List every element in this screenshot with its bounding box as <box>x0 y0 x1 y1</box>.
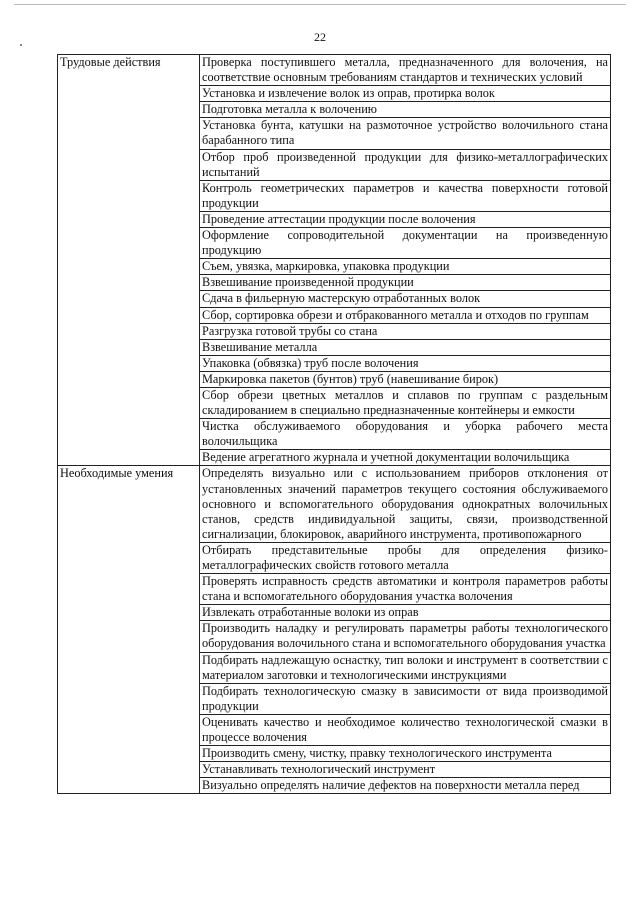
table-cell-item: Подбирать технологическую смазку в зависимости от вида производимой продукции <box>200 683 611 714</box>
table-cell-item: Упаковка (обвязка) труб после волочения <box>200 355 611 371</box>
table-cell-item: Определять визуально или с использованием приборов отклонения от установленных значений параметров текущего состояния обслуживаемого основного и вспомогательного оборудования однократных волочильных станов, средств индивидуальной защиты, связи, производственной сигнализации, блокировок, аварийного инструмента, противопожарного <box>200 466 611 542</box>
table-cell-item: Взвешивание металла <box>200 339 611 355</box>
table-cell-item: Визуально определять наличие дефектов на поверхности металла перед <box>200 778 611 794</box>
table-cell-item: Подбирать надлежащую оснастку, тип волоки и инструмент в соответствии с материалом заготовки и технологическими инструкциями <box>200 652 611 683</box>
table-cell-item: Съем, увязка, маркировка, упаковка продукции <box>200 259 611 275</box>
table-cell-item: Подготовка металла к волочению <box>200 102 611 118</box>
table-cell-item: Проведение аттестации продукции после волочения <box>200 211 611 227</box>
section-label: Трудовые действия <box>58 55 200 466</box>
section-label: Необходимые умения <box>58 466 200 794</box>
table-cell-item: Проверять исправность средств автоматики и контроля параметров работы стана и вспомогательного оборудования участка волочения <box>200 574 611 605</box>
page-number: 22 <box>314 30 326 44</box>
table-cell-item: Отбирать представительные пробы для определения физико-металлографических свойств готового металла <box>200 542 611 573</box>
table-cell-item: Контроль геометрических параметров и качества поверхности готовой продукции <box>200 180 611 211</box>
table-cell-item: Установка и извлечение волок из оправ, протирка волок <box>200 86 611 102</box>
scan-mark <box>20 44 22 46</box>
table-cell-item: Сдача в фильерную мастерскую отработанных волок <box>200 291 611 307</box>
table-cell-item: Устанавливать технологический инструмент <box>200 762 611 778</box>
table-cell-item: Разгрузка готовой трубы со стана <box>200 323 611 339</box>
table-cell-item: Маркировка пакетов (бунтов) труб (навешивание бирок) <box>200 371 611 387</box>
table-cell-item: Проверка поступившего металла, предназначенного для волочения, на соответствие основным требованиям стандартов и технических условий <box>200 55 611 86</box>
table-cell-item: Извлекать отработанные волоки из оправ <box>200 605 611 621</box>
table-cell-item: Производить смену, чистку, правку технологического инструмента <box>200 746 611 762</box>
table-row <box>58 55 611 86</box>
table-cell-item: Чистка обслуживаемого оборудования и уборка рабочего места волочильщика <box>200 419 611 450</box>
table-cell-item: Отбор проб произведенной продукции для физико-металлографических испытаний <box>200 149 611 180</box>
table-row <box>58 466 611 542</box>
table-cell-item: Производить наладку и регулировать параметры работы технологического оборудования волочильного стана и вспомогательного оборудования участка <box>200 621 611 652</box>
table-cell-item: Сбор, сортировка обрези и отбракованного металла и отходов по группам <box>200 307 611 323</box>
table-cell-item: Оценивать качество и необходимое количество технологической смазки в процессе волочения <box>200 714 611 745</box>
table-cell-item: Установка бунта, катушки на размоточное устройство волочильного стана барабанного типа <box>200 118 611 149</box>
table-cell-item: Ведение агрегатного журнала и учетной документации волочильщика <box>200 450 611 466</box>
table-cell-item: Оформление сопроводительной документации на произведенную продукцию <box>200 228 611 259</box>
table-cell-item: Взвешивание произведенной продукции <box>200 275 611 291</box>
table-body <box>58 55 611 794</box>
competency-table <box>57 54 611 794</box>
table-cell-item: Сбор обрези цветных металлов и сплавов по группам с раздельным складированием в специально предназначенные контейнеры и емкости <box>200 387 611 418</box>
top-rule <box>14 4 626 5</box>
